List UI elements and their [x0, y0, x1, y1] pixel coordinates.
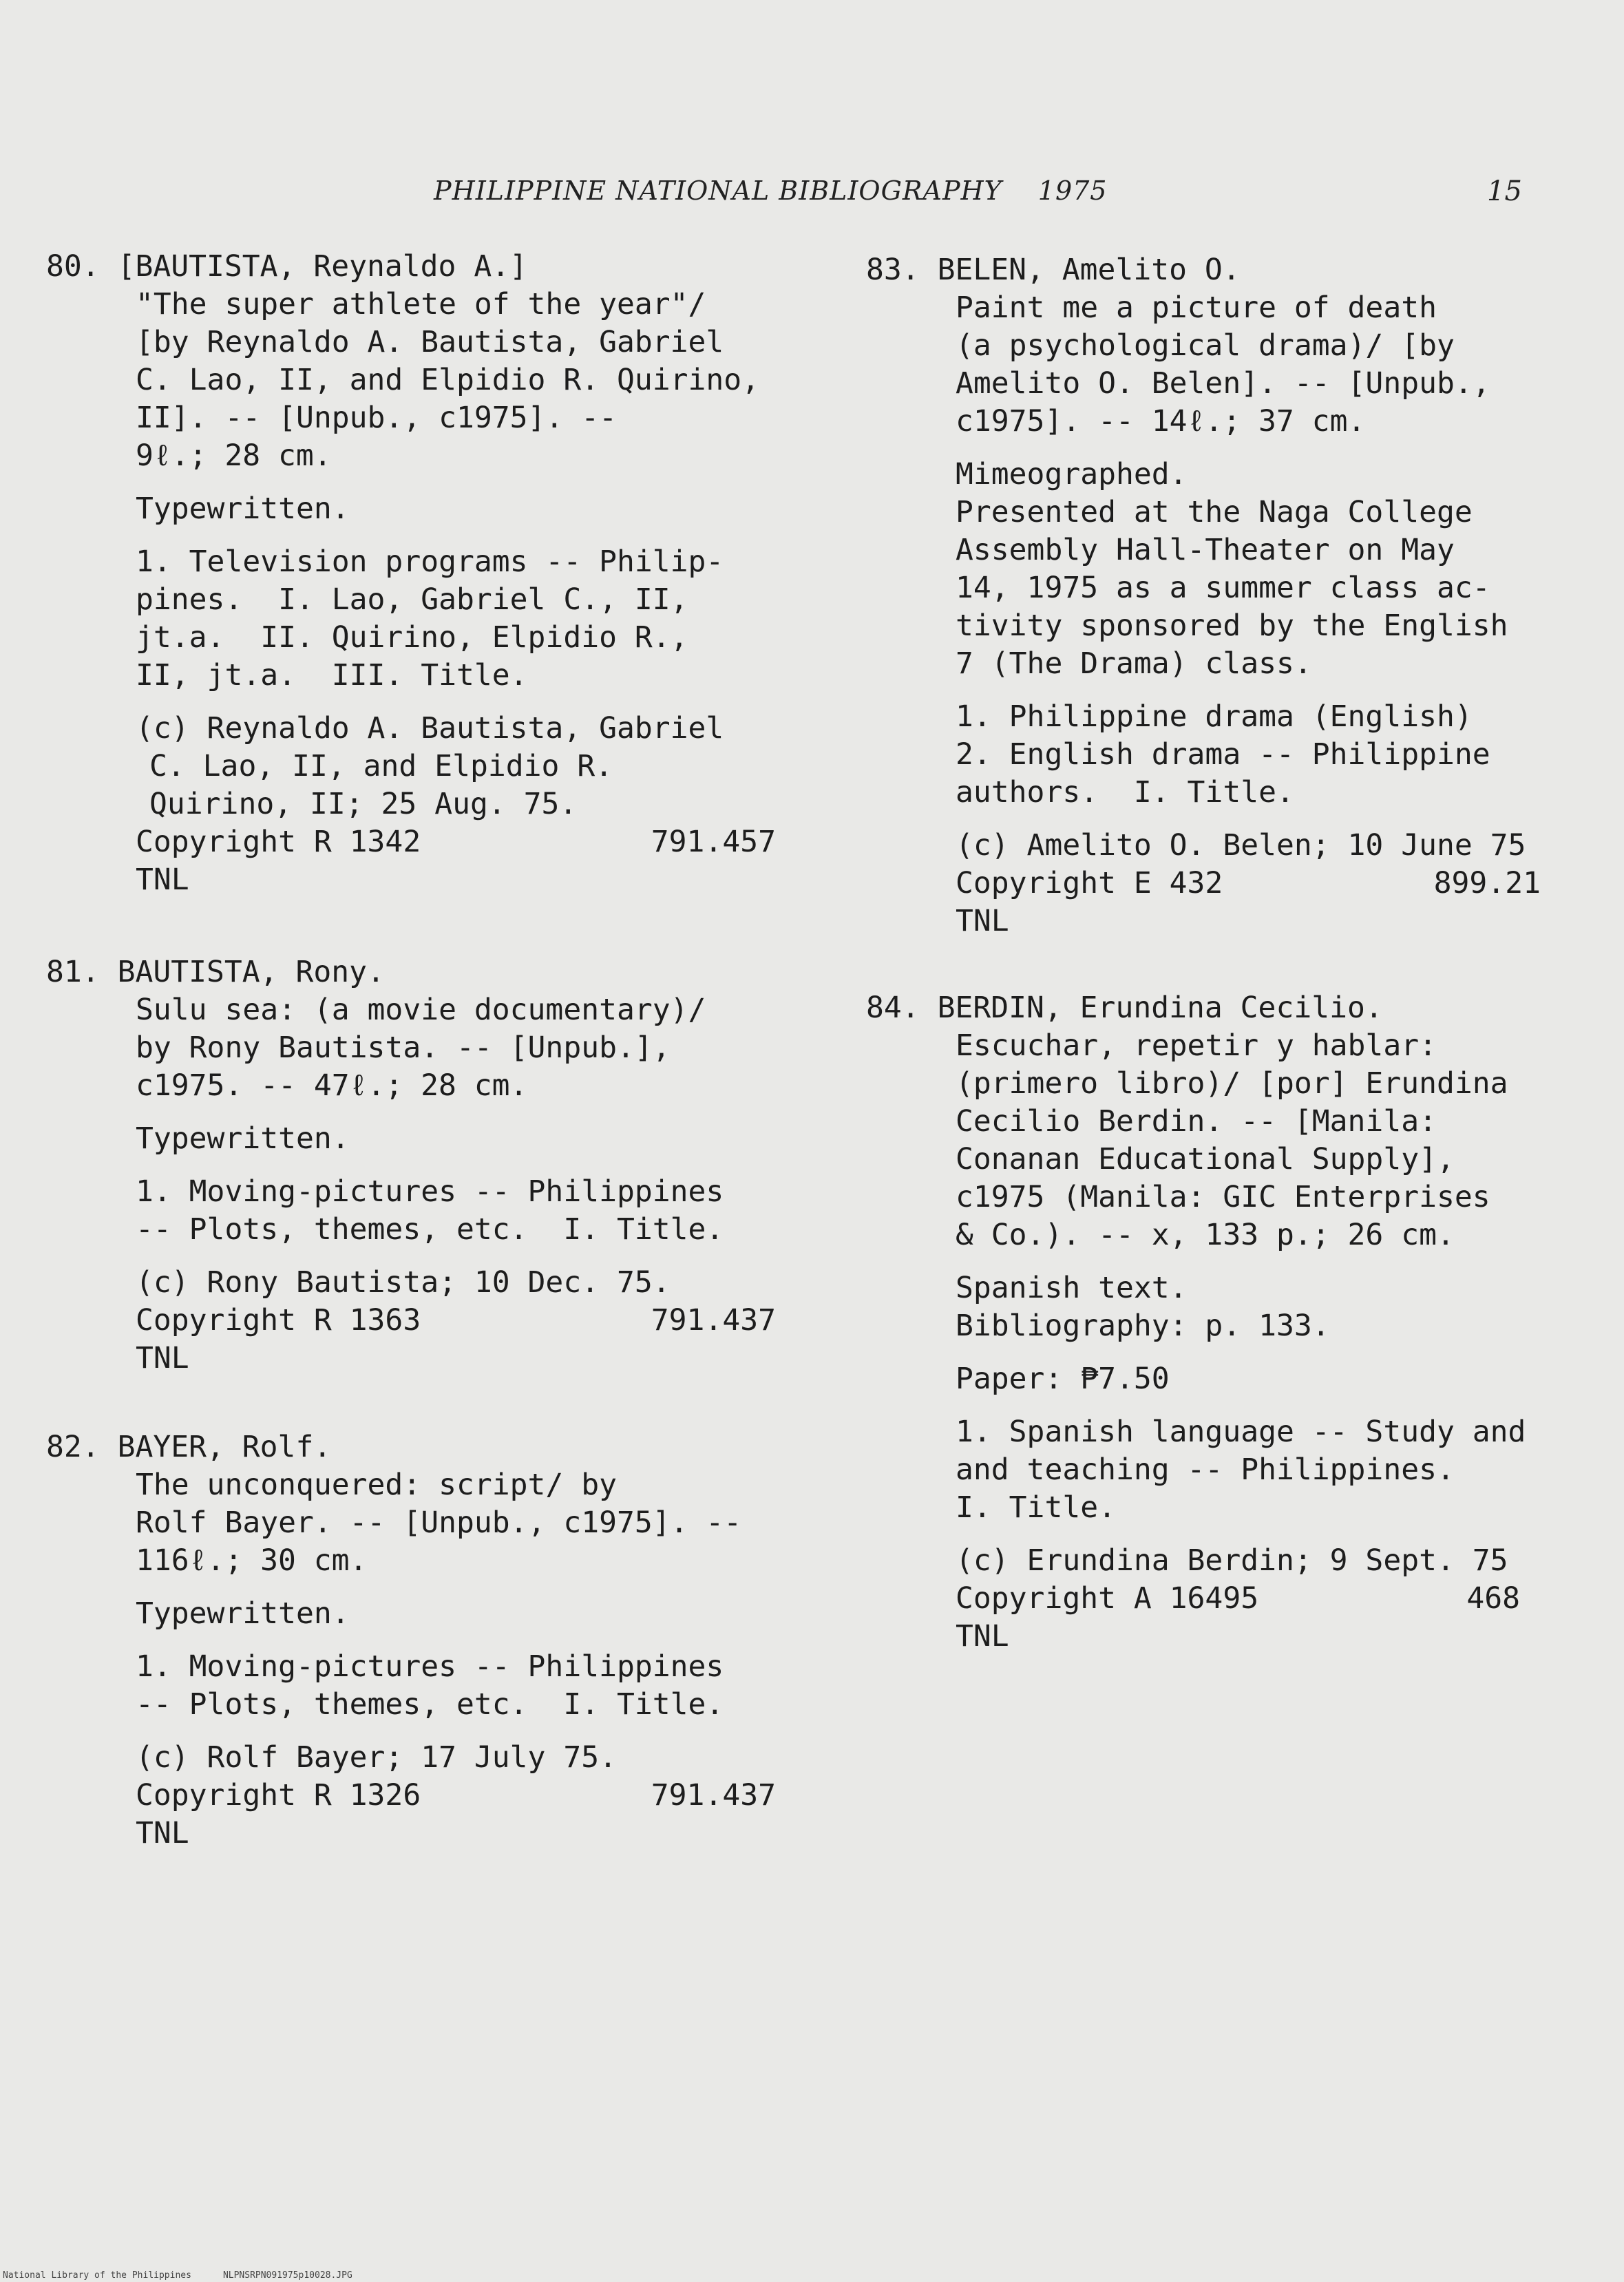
header-title: PHILIPPINE NATIONAL BIBLIOGRAPHY — [434, 176, 1002, 206]
note-line: Assembly Hall-Theater on May — [956, 533, 1455, 567]
description-line: The unconquered: script/ by — [136, 1468, 617, 1502]
subject-line: I. Title. — [956, 1490, 1116, 1525]
copyright-row — [136, 823, 797, 861]
description-line: [by Reynaldo A. Bautista, Gabriel — [136, 325, 724, 359]
claimant-line: (c) Rolf Bayer; 17 July 75. — [136, 1740, 617, 1775]
note-line: 14, 1975 as a summer class ac- — [956, 571, 1490, 605]
entry-number: 83. — [866, 253, 920, 287]
running-header — [434, 176, 1108, 206]
note-line: Bibliography: p. 133. — [956, 1309, 1330, 1343]
library-code: TNL — [136, 1341, 189, 1375]
copyright-row — [956, 865, 1541, 902]
entry-number: 80. — [46, 249, 100, 284]
claimant-line: (c) Reynaldo A. Bautista, Gabriel — [136, 711, 724, 746]
description-line: Paint me a picture of death — [956, 290, 1437, 325]
classification-number: 791.457 — [651, 825, 776, 859]
description-line: 116ℓ.; 30 cm. — [136, 1543, 368, 1578]
library-code: TNL — [136, 1816, 189, 1850]
note-line: Mimeographed. — [956, 457, 1188, 492]
claimant-line: (c) Rony Bautista; 10 Dec. 75. — [136, 1265, 671, 1300]
copyright-row — [956, 1580, 1541, 1618]
description-line: c1975. -- 47ℓ.; 28 cm. — [136, 1068, 528, 1103]
classification-number: 468 — [1466, 1581, 1520, 1616]
description-line: (a psychological drama)/ [by — [956, 328, 1455, 363]
entry-heading: BELEN, Amelito O. — [937, 253, 1241, 287]
bib-entry-80 — [46, 248, 797, 899]
entry-heading: BAUTISTA, Rony. — [117, 955, 385, 989]
description-line: Amelito O. Belen]. -- [Unpub., — [956, 366, 1490, 401]
footer-source: National Library of the Philippines — [3, 2270, 191, 2281]
note-line: Presented at the Naga College — [956, 495, 1473, 529]
copyright-row — [136, 1302, 797, 1340]
description-line: C. Lao, II, and Elpidio R. Quirino, — [136, 363, 760, 397]
description-line: II]. -- [Unpub., c1975]. -- — [136, 401, 617, 435]
entry-heading-line — [866, 989, 1541, 1027]
footer-file: NLPNSRPN091975p10028.JPG — [222, 2270, 352, 2281]
description-line: Rolf Bayer. -- [Unpub., c1975]. -- — [136, 1506, 742, 1540]
entry-heading-line — [46, 953, 797, 991]
description-line: Sulu sea: (a movie documentary)/ — [136, 993, 706, 1027]
description-line: (primero libro)/ [por] Erundina — [956, 1066, 1508, 1101]
claimant-line: Quirino, II; 25 Aug. 75. — [149, 787, 578, 821]
entry-number: 82. — [46, 1430, 100, 1464]
note-line: Typewritten. — [136, 1596, 350, 1631]
copyright-row — [136, 1777, 797, 1815]
page-number: 15 — [1487, 176, 1522, 207]
subject-line: -- Plots, themes, etc. I. Title. — [136, 1212, 724, 1247]
description-line: Conanan Educational Supply], — [956, 1142, 1455, 1176]
entry-heading: [BAUTISTA, Reynaldo A.] — [117, 249, 527, 284]
claimant-line: (c) Amelito O. Belen; 10 June 75 — [956, 828, 1526, 863]
copyright-number: Copyright R 1363 — [136, 1303, 421, 1338]
description-line: c1975]. -- 14ℓ.; 37 cm. — [956, 404, 1366, 439]
description-line: Cecilio Berdin. -- [Manila: — [956, 1104, 1437, 1139]
subject-line: 1. Television programs -- Philip- — [136, 545, 724, 579]
copyright-number: Copyright R 1326 — [136, 1778, 421, 1813]
note-line: Typewritten. — [136, 492, 350, 526]
description-line: Escuchar, repetir y hablar: — [956, 1028, 1437, 1063]
subject-line: 1. Spanish language -- Study and — [956, 1415, 1526, 1449]
classification-number: 791.437 — [651, 1778, 776, 1813]
description-line: c1975 (Manila: GIC Enterprises — [956, 1180, 1490, 1214]
entry-heading-line — [46, 1428, 797, 1466]
subject-line: 1. Moving-pictures -- Philippines — [136, 1174, 724, 1209]
subject-line: and teaching -- Philippines. — [956, 1452, 1455, 1487]
bib-entry-82 — [46, 1428, 797, 1852]
entry-number: 84. — [866, 991, 920, 1025]
note-line: Typewritten. — [136, 1121, 350, 1156]
bib-entry-81 — [46, 953, 797, 1377]
description-line: "The super athlete of the year"/ — [136, 287, 706, 321]
library-code: TNL — [956, 1619, 1009, 1654]
scan-footer — [3, 2270, 352, 2281]
entry-heading: BAYER, Rolf. — [117, 1430, 332, 1464]
price-line: Paper: ₱7.50 — [956, 1362, 1170, 1396]
library-code: TNL — [956, 904, 1009, 938]
entry-heading-line — [866, 251, 1541, 289]
note-line: tivity sponsored by the English — [956, 609, 1508, 643]
subject-line: 1. Moving-pictures -- Philippines — [136, 1649, 724, 1684]
claimant-line: (c) Erundina Berdin; 9 Sept. 75 — [956, 1543, 1508, 1578]
note-line: 7 (The Drama) class. — [956, 646, 1312, 681]
subject-line: II, jt.a. III. Title. — [136, 658, 528, 693]
entry-number: 81. — [46, 955, 100, 989]
description-line: 9ℓ.; 28 cm. — [136, 439, 332, 473]
subject-line: 1. Philippine drama (English) — [956, 699, 1473, 734]
library-code: TNL — [136, 863, 189, 897]
entry-heading-line — [46, 248, 797, 286]
subject-line: 2. English drama -- Philippine — [956, 737, 1490, 772]
subject-line: jt.a. II. Quirino, Elpidio R., — [136, 620, 688, 655]
note-line: Spanish text. — [956, 1271, 1188, 1305]
classification-number: 899.21 — [1433, 866, 1541, 900]
bib-entry-84 — [866, 989, 1541, 1656]
description-line: & Co.). -- x, 133 p.; 26 cm. — [956, 1218, 1455, 1252]
bib-entry-83 — [866, 251, 1541, 940]
subject-line: -- Plots, themes, etc. I. Title. — [136, 1687, 724, 1722]
entry-heading: BERDIN, Erundina Cecilio. — [937, 991, 1383, 1025]
copyright-number: Copyright R 1342 — [136, 825, 421, 859]
header-year: 1975 — [1037, 176, 1108, 206]
claimant-line: C. Lao, II, and Elpidio R. — [149, 749, 613, 783]
subject-line: pines. I. Lao, Gabriel C., II, — [136, 582, 688, 617]
copyright-number: Copyright E 432 — [956, 866, 1223, 900]
classification-number: 791.437 — [651, 1303, 776, 1338]
copyright-number: Copyright A 16495 — [956, 1581, 1259, 1616]
description-line: by Rony Bautista. -- [Unpub.], — [136, 1031, 671, 1065]
subject-line: authors. I. Title. — [956, 775, 1294, 810]
